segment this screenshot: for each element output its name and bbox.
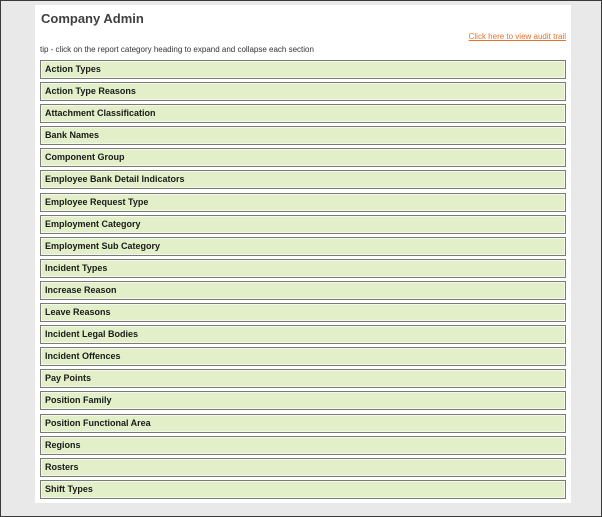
category-incident-types[interactable]: Incident Types (40, 259, 566, 278)
category-employment-category[interactable]: Employment Category (40, 215, 566, 234)
audit-trail-link[interactable]: Click here to view audit trail (468, 32, 566, 41)
category-action-types[interactable]: Action Types (40, 60, 566, 79)
tip-text: tip - click on the report category heading to expand and collapse each section (40, 45, 314, 54)
category-employee-bank-detail-indicators[interactable]: Employee Bank Detail Indicators (40, 170, 566, 189)
category-increase-reason[interactable]: Increase Reason (40, 281, 566, 300)
category-incident-legal-bodies[interactable]: Incident Legal Bodies (40, 325, 566, 344)
category-attachment-classification[interactable]: Attachment Classification (40, 104, 566, 123)
category-pay-points[interactable]: Pay Points (40, 369, 566, 388)
category-bank-names[interactable]: Bank Names (40, 126, 566, 145)
category-employee-request-type[interactable]: Employee Request Type (40, 193, 566, 212)
page-title: Company Admin (41, 11, 144, 26)
category-rosters[interactable]: Rosters (40, 458, 566, 477)
category-component-group[interactable]: Component Group (40, 148, 566, 167)
category-regions[interactable]: Regions (40, 436, 566, 455)
category-shift-types[interactable]: Shift Types (40, 480, 566, 499)
category-position-functional-area[interactable]: Position Functional Area (40, 414, 566, 433)
category-position-family[interactable]: Position Family (40, 391, 566, 410)
category-list (40, 60, 566, 502)
category-leave-reasons[interactable]: Leave Reasons (40, 303, 566, 322)
category-incident-offences[interactable]: Incident Offences (40, 347, 566, 366)
category-action-type-reasons[interactable]: Action Type Reasons (40, 82, 566, 101)
category-employment-sub-category[interactable]: Employment Sub Category (40, 237, 566, 256)
main-panel (35, 5, 571, 503)
